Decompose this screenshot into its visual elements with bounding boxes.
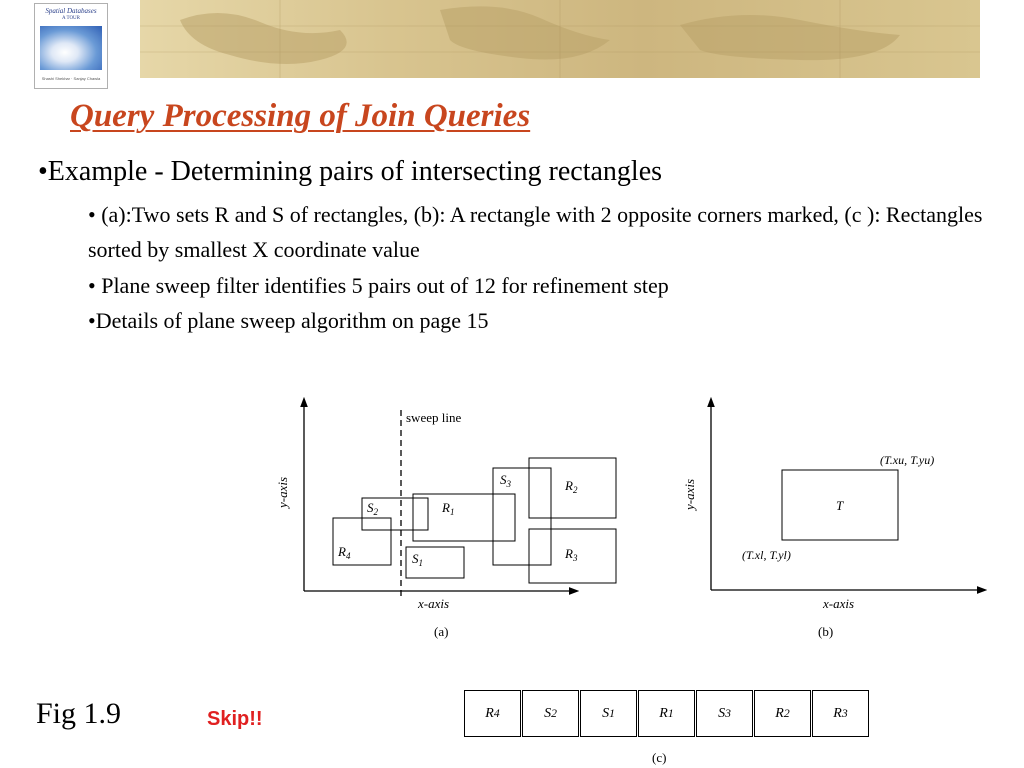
upper-corner-label: (T.xu, T.yu) bbox=[880, 453, 935, 467]
skip-link[interactable]: Skip!! bbox=[207, 708, 263, 730]
sweep-line-label: sweep line bbox=[406, 410, 462, 425]
strip-cell-s2: S 2 bbox=[522, 690, 579, 737]
slide-title: Query Processing of Join Queries bbox=[70, 98, 531, 134]
figure-a-caption: (a) bbox=[434, 624, 449, 639]
sub-bullet-plane-sweep: • Plane sweep filter identifies 5 pairs out of 12 for refinement step bbox=[88, 273, 669, 298]
strip-cell-r3: R 3 bbox=[812, 690, 869, 737]
figure-c-caption: (c) bbox=[652, 750, 667, 765]
rect-r2-label: $R_2$ bbox=[565, 478, 578, 495]
b-y-axis-label: y-axis bbox=[682, 478, 697, 510]
lower-corner-label: (T.xl, T.yl) bbox=[742, 548, 791, 562]
strip-cell-r2: R 2 bbox=[754, 690, 811, 737]
x-axis-label: x-axis bbox=[418, 596, 450, 611]
main-bullet: •Example - Determining pairs of intersecting rectangles bbox=[38, 156, 663, 187]
strip-cell-s3: S 3 bbox=[696, 690, 753, 737]
figure-label: Fig 1.9 bbox=[36, 697, 122, 730]
book-title-text: Spatial Databases bbox=[45, 7, 97, 15]
sub-bullet-details: •Details of plane sweep algorithm on page 15 bbox=[88, 308, 489, 333]
figure-a bbox=[275, 402, 616, 639]
strip-cell-s1: S 1 bbox=[580, 690, 637, 737]
b-x-axis-label: x-axis bbox=[823, 596, 855, 611]
rect-r3-label: $R_3$ bbox=[565, 546, 578, 563]
book-subtitle-text: A TOUR bbox=[61, 16, 80, 21]
rect-s1-label: $S_1$ bbox=[412, 551, 423, 568]
figure-b-caption: (b) bbox=[818, 624, 834, 639]
sub-bullet-figures: • (a):Two sets R and S of rectangles, (b): A rectangle with 2 opposite corners marked, (c ): Rectangles sorted by smallest X coordinate value bbox=[88, 202, 983, 262]
strip-cell-r1: R 1 bbox=[638, 690, 695, 737]
y-axis-label: y-axis bbox=[275, 476, 290, 508]
book-authors: Shashi Shekhar · Sanjay Chawla bbox=[41, 76, 101, 81]
rect-r1-label: $R_1$ bbox=[442, 500, 455, 517]
rect-s2-label: $S_2$ bbox=[367, 500, 378, 517]
figure-b bbox=[682, 402, 982, 639]
rect-s3-label: $S_3$ bbox=[500, 472, 511, 489]
rect-t-label: T bbox=[836, 498, 844, 513]
rect-r4-label: $R_4$ bbox=[338, 544, 351, 561]
strip-cell-r4: R 4 bbox=[464, 690, 521, 737]
